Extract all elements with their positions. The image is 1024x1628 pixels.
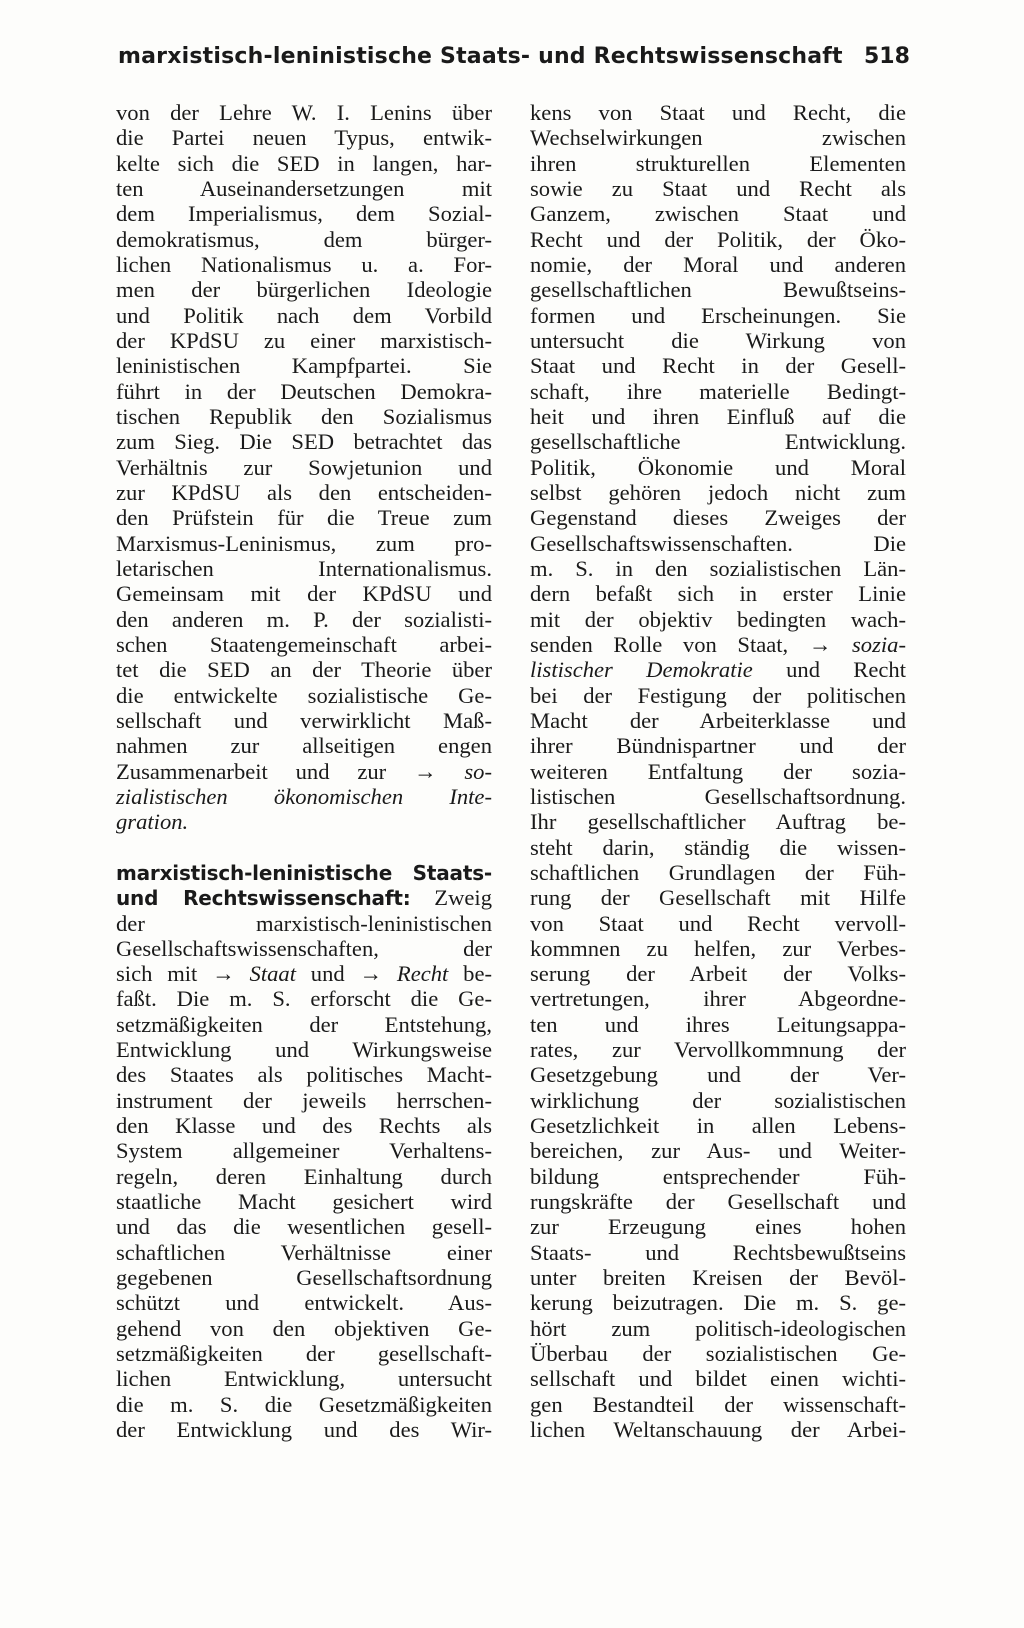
text-line	[530, 911, 906, 936]
text-run: untersucht die Wirkung von	[530, 327, 906, 353]
text-line	[116, 303, 492, 328]
text-run: nahmen zur allseitigen engen	[116, 733, 492, 759]
text-run: gen Bestandteil der wissenschaft-	[530, 1391, 906, 1417]
text-line	[116, 151, 492, 176]
italic-text: listischer Demokratie	[530, 657, 753, 683]
text-run: senden Rolle von Staat,	[530, 631, 809, 657]
text-line	[116, 885, 492, 910]
text-run: von der Lehre W. I. Lenins über	[116, 100, 492, 125]
text-run: schaftlichen Verhältnisse einer	[116, 1239, 492, 1265]
text-line	[530, 961, 906, 986]
text-line	[116, 860, 492, 885]
text-run: Politik, Ökonomie und Moral	[530, 454, 906, 480]
text-run: Verhältnis zur Sowjetunion und	[116, 454, 492, 480]
text-line	[116, 733, 492, 758]
text-run: den anderen m. P. der sozialisti-	[116, 606, 492, 632]
text-run: führt in der Deutschen Demokra-	[116, 378, 492, 404]
text-run: setzmäßigkeiten der Entstehung,	[116, 1011, 492, 1037]
entry-headword: und Rechtswissenschaft:	[116, 886, 411, 911]
page-number: 518	[864, 44, 910, 69]
text-run: schaftlichen Grundlagen der Füh-	[530, 859, 906, 885]
text-line	[530, 936, 906, 961]
text-line	[116, 809, 492, 834]
italic-text: gration.	[116, 809, 189, 835]
text-run: wirklichung der sozialistischen	[530, 1087, 906, 1113]
italic-text: → so-	[413, 758, 492, 784]
text-run: letarischen Internationalismus.	[116, 555, 492, 581]
text-run: nomie, der Moral und anderen	[530, 251, 906, 277]
text-line	[530, 860, 906, 885]
text-run: Überbau der sozialistischen Ge-	[530, 1341, 906, 1367]
text-run: kommnen zu helfen, zur Verbes-	[530, 935, 906, 961]
text-line	[116, 328, 492, 353]
text-line	[530, 505, 906, 530]
text-line	[530, 835, 906, 860]
text-run: ten Auseinandersetzungen mit	[116, 175, 492, 201]
text-run: unter breiten Kreisen der Bevöl-	[530, 1265, 906, 1291]
text-line	[116, 1366, 492, 1391]
text-line	[116, 277, 492, 302]
text-line	[116, 986, 492, 1011]
text-run: ten und ihres Leitungsappa-	[530, 1011, 906, 1037]
text-line	[116, 1290, 492, 1315]
text-line	[116, 683, 492, 708]
text-run: setzmäßigkeiten der gesellschaft-	[116, 1341, 492, 1367]
text-run: der marxistisch-leninistischen	[116, 910, 492, 936]
text-line	[530, 303, 906, 328]
text-run: leninistischen Kampfpartei. Sie	[116, 353, 492, 379]
text-line	[530, 429, 906, 454]
text-line	[116, 379, 492, 404]
text-run: weiteren Entfaltung der sozia-	[530, 758, 906, 784]
text-run: dem Imperialismus, dem Sozial-	[116, 201, 492, 227]
text-line	[530, 607, 906, 632]
text-run: ihrer Bündnispartner und der	[530, 733, 906, 759]
text-line	[530, 1214, 906, 1239]
text-line	[530, 1392, 906, 1417]
text-line	[116, 1341, 492, 1366]
text-line	[530, 733, 906, 758]
text-line	[530, 227, 906, 252]
text-line	[530, 201, 906, 226]
text-line	[530, 885, 906, 910]
text-run: sellschaft und verwirklicht Maß-	[116, 707, 492, 733]
text-line	[116, 1214, 492, 1239]
text-run: Staats- und Rechtsbewußtseins	[530, 1239, 906, 1265]
text-line	[116, 1037, 492, 1062]
text-run: und das die wesentlichen gesell-	[116, 1214, 492, 1240]
text-run: gegebenen Gesellschaftsordnung	[116, 1265, 492, 1291]
text-run: lichen Nationalismus u. a. For-	[116, 251, 492, 277]
text-line	[530, 353, 906, 378]
text-line	[116, 1240, 492, 1265]
text-line	[116, 125, 492, 150]
text-line	[116, 404, 492, 429]
text-line	[530, 531, 906, 556]
text-run: men der bürgerlichen Ideologie	[116, 277, 492, 303]
text-line	[530, 1164, 906, 1189]
text-line	[530, 480, 906, 505]
text-run: gesellschaftliche Entwicklung.	[530, 429, 906, 455]
text-line	[530, 176, 906, 201]
text-run: kerung beizutragen. Die m. S. ge-	[530, 1290, 906, 1316]
left-column	[116, 100, 492, 1442]
text-line	[530, 1265, 906, 1290]
text-run: heit und ihren Einfluß auf die	[530, 403, 906, 429]
text-run: listischen Gesellschaftsordnung.	[530, 783, 906, 809]
text-run: gehend von den objektiven Ge-	[116, 1315, 492, 1341]
text-line	[116, 1062, 492, 1087]
text-run: m. S. in den sozialistischen Län-	[530, 555, 906, 581]
text-run: Gegenstand dieses Zweiges der	[530, 505, 906, 531]
text-run: die Partei neuen Typus, entwik-	[116, 125, 492, 151]
text-run: zur Erzeugung eines hohen	[530, 1214, 906, 1240]
entry-headword: marxistisch-leninistische Staats-	[116, 860, 492, 885]
text-run: be-	[448, 961, 492, 987]
text-line	[116, 657, 492, 682]
text-line	[530, 151, 906, 176]
text-line	[530, 809, 906, 834]
text-run: die entwickelte sozialistische Ge-	[116, 682, 492, 708]
text-run: Staat und Recht in der Gesell-	[530, 353, 906, 379]
text-line	[116, 531, 492, 556]
text-line	[116, 227, 492, 252]
text-run: von Staat und Recht vervoll-	[530, 910, 906, 936]
text-run: gesellschaftlichen Bewußtseins-	[530, 277, 906, 303]
italic-text: Recht	[396, 961, 449, 987]
text-line	[530, 1290, 906, 1315]
text-line	[116, 607, 492, 632]
text-run: und Recht	[752, 657, 907, 683]
text-run: rates, zur Vervollkommnung der	[530, 1037, 906, 1063]
text-run: und Politik nach dem Vorbild	[116, 302, 492, 328]
text-line	[116, 455, 492, 480]
text-run: instrument der jeweils herrschen-	[116, 1087, 492, 1113]
text-line	[116, 1417, 492, 1442]
text-line	[116, 759, 492, 784]
text-line	[530, 1113, 906, 1138]
text-run: Gesellschaftswissenschaften. Die	[530, 530, 906, 556]
text-line	[530, 1138, 906, 1163]
text-run: Ganzem, zwischen Staat und	[530, 201, 906, 227]
text-run: rung der Gesellschaft mit Hilfe	[530, 885, 906, 911]
text-line	[530, 1366, 906, 1391]
text-run: Gesetzlichkeit in allen Lebens-	[530, 1113, 906, 1139]
text-line	[530, 556, 906, 581]
text-line	[530, 986, 906, 1011]
text-line	[530, 100, 906, 125]
text-line	[530, 1240, 906, 1265]
text-line	[530, 784, 906, 809]
text-run: und →	[296, 961, 397, 987]
text-line	[530, 125, 906, 150]
text-line	[530, 252, 906, 277]
text-line	[530, 277, 906, 302]
text-line	[530, 581, 906, 606]
text-run: selbst gehören jedoch nicht zum	[530, 479, 906, 505]
text-run: lichen Entwicklung, untersucht	[116, 1366, 492, 1392]
text-line	[116, 100, 492, 125]
text-line	[530, 759, 906, 784]
text-line	[116, 1012, 492, 1037]
text-line	[116, 505, 492, 530]
text-line	[530, 657, 906, 682]
text-run: Gemeinsam mit der KPdSU und	[116, 581, 492, 607]
text-line	[116, 1392, 492, 1417]
text-run: kelte sich die SED in langen, har-	[116, 150, 492, 176]
text-line	[116, 201, 492, 226]
text-line	[530, 404, 906, 429]
text-run: staatliche Macht gesichert wird	[116, 1189, 492, 1215]
text-run: die m. S. die Gesetzmäßigkeiten	[116, 1391, 492, 1417]
text-line	[116, 353, 492, 378]
text-run: schen Staatengemeinschaft arbei-	[116, 631, 492, 657]
text-line	[116, 961, 492, 986]
paragraph-gap	[116, 835, 492, 860]
text-line	[530, 379, 906, 404]
text-run: Recht und der Politik, der Öko-	[530, 226, 906, 252]
text-run: vertretungen, ihrer Abgeordne-	[530, 986, 906, 1012]
text-run: Ihr gesellschaftlicher Auftrag be-	[530, 809, 906, 835]
text-line	[116, 480, 492, 505]
text-run: Macht der Arbeiterklasse und	[530, 707, 906, 733]
text-run: Zusammenarbeit und zur	[116, 758, 414, 784]
text-run: ihren strukturellen Elementen	[530, 150, 906, 176]
text-run: der Entwicklung und des Wir-	[116, 1417, 492, 1443]
text-run: des Staates als politisches Macht-	[116, 1062, 492, 1088]
text-line	[116, 1316, 492, 1341]
text-run: Gesellschaftswissenschaften, der	[116, 935, 492, 961]
text-run: bildung entsprechender Füh-	[530, 1163, 906, 1189]
text-run: dern befaßt sich in erster Linie	[530, 581, 906, 607]
text-run: den Klasse und des Rechts als	[116, 1113, 492, 1139]
text-line	[530, 1088, 906, 1113]
text-line	[530, 1417, 906, 1442]
text-line	[116, 1088, 492, 1113]
text-line	[116, 936, 492, 961]
text-run: mit der objektiv bedingten wach-	[530, 606, 906, 632]
text-run: lichen Weltanschauung der Arbei-	[530, 1417, 906, 1443]
text-run: bei der Festigung der politischen	[530, 682, 906, 708]
text-run: steht darin, ständig die wissen-	[530, 834, 906, 860]
text-run: schaft, ihre materielle Bedingt-	[530, 378, 906, 404]
text-run: Wechselwirkungen zwischen	[530, 125, 906, 151]
right-column	[530, 100, 906, 1442]
text-run: sellschaft und bildet einen wichti-	[530, 1366, 906, 1392]
text-run: regeln, deren Einhaltung durch	[116, 1163, 492, 1189]
running-head: marxistisch-leninistische Staats- und Rechtswissenschaft	[118, 44, 843, 69]
italic-text: Staat	[249, 961, 296, 987]
text-line	[116, 784, 492, 809]
text-line	[116, 632, 492, 657]
text-run: Zweig	[410, 885, 492, 911]
text-run: rungskräfte der Gesellschaft und	[530, 1189, 906, 1215]
text-line	[530, 328, 906, 353]
text-line	[116, 176, 492, 201]
text-line	[530, 1341, 906, 1366]
text-run: sowie zu Staat und Recht als	[530, 175, 906, 201]
text-line	[530, 1316, 906, 1341]
text-line	[116, 1113, 492, 1138]
text-line	[530, 1062, 906, 1087]
text-line	[530, 1012, 906, 1037]
text-line	[116, 1164, 492, 1189]
text-line	[116, 252, 492, 277]
text-run: sich mit →	[116, 961, 250, 987]
text-run: demokratismus, dem bürger-	[116, 226, 492, 252]
italic-text: zialistischen ökonomischen Inte-	[116, 783, 492, 809]
text-run: zur KPdSU als den entscheiden-	[116, 479, 492, 505]
text-run: Entwicklung und Wirkungsweise	[116, 1037, 492, 1063]
text-line	[116, 1189, 492, 1214]
text-run: den Prüfstein für die Treue zum	[116, 505, 492, 531]
text-line	[116, 581, 492, 606]
text-run: faßt. Die m. S. erforscht die Ge-	[116, 986, 492, 1012]
text-line	[530, 1037, 906, 1062]
text-run: serung der Arbeit der Volks-	[530, 961, 906, 987]
text-run: hört zum politisch-ideologischen	[530, 1315, 906, 1341]
text-run: tet die SED an der Theorie über	[116, 657, 492, 683]
text-line	[530, 683, 906, 708]
italic-text: → sozia-	[808, 631, 906, 657]
text-line	[530, 708, 906, 733]
text-run: Gesetzgebung und der Ver-	[530, 1062, 906, 1088]
text-run: tischen Republik den Sozialismus	[116, 403, 492, 429]
text-run: System allgemeiner Verhaltens-	[116, 1138, 492, 1164]
text-line	[116, 1265, 492, 1290]
text-run: der KPdSU zu einer marxistisch-	[116, 327, 492, 353]
text-line	[116, 911, 492, 936]
text-run: bereichen, zur Aus- und Weiter-	[530, 1138, 906, 1164]
text-run: Marxismus-Leninismus, zum pro-	[116, 530, 492, 556]
text-run: zum Sieg. Die SED betrachtet das	[116, 429, 492, 455]
text-line	[116, 556, 492, 581]
text-run: kens von Staat und Recht, die	[530, 100, 906, 125]
text-run: formen und Erscheinungen. Sie	[530, 302, 906, 328]
text-line	[116, 1138, 492, 1163]
text-line	[530, 632, 906, 657]
text-run: schützt und entwickelt. Aus-	[116, 1290, 492, 1316]
text-line	[116, 708, 492, 733]
text-line	[116, 429, 492, 454]
text-line	[530, 1189, 906, 1214]
text-line	[530, 455, 906, 480]
